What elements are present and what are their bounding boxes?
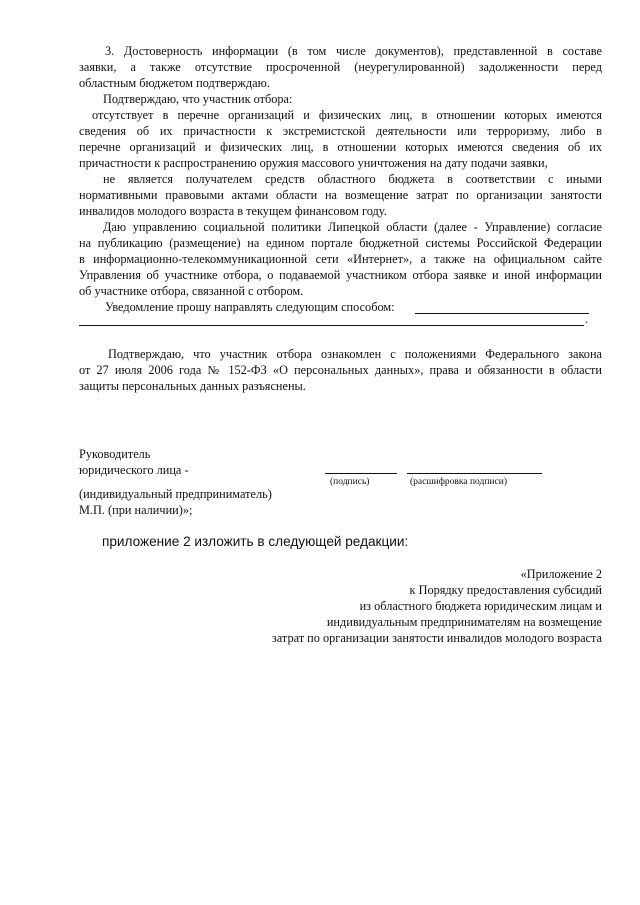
pd-line3: защиты персональных данных разъяснены. [79, 379, 306, 393]
appendix-line1: «Приложение 2 [520, 567, 602, 581]
signature-decode-line [407, 473, 542, 474]
para3-line2: заявки, а также отсутствие просроченной (неурегулированной) задолженности перед [79, 60, 602, 74]
item2-line2: нормативными правовыми актами области на возмещение затрат по организации занятости [79, 188, 602, 202]
item1-line4: причастности к распространению оружия массового уничтожения на дату подачи заявки, [79, 156, 548, 170]
item2-line3: инвалидов молодого возраста в текущем финансовом году. [79, 204, 387, 218]
pd-line1: Подтверждаю, что участник отбора ознакомлен с положениями Федерального закона [108, 347, 602, 361]
confirm-heading: Подтверждаю, что участник отбора: [103, 92, 293, 106]
notify-end: . [585, 312, 589, 326]
appendix-line3: из областного бюджета юридическим лицам и [359, 599, 602, 613]
appendix-line2: к Порядку предоставления субсидий [409, 583, 602, 597]
consent-line2: на публикацию (размещение) на едином портале бюджетной системы Российской Федерации [79, 236, 602, 250]
para3-line1: 3. Достоверность информации (в том числе документов), представленной в составе [105, 44, 602, 58]
amend-text: приложение 2 изложить в следующей редакции: [102, 534, 409, 549]
notify-label: Уведомление прошу направлять следующим способом: [105, 300, 395, 314]
item2-line1: не является получателем средств областного бюджета в соответствии с иными [103, 172, 602, 186]
signature-decode-caption: (расшифровка подписи) [410, 477, 507, 487]
appendix-line5: затрат по организации занятости инвалидов молодого возраста [271, 631, 602, 645]
signature-ip-line: (индивидуальный предприниматель) [79, 487, 272, 501]
item1-line1: отсутствует в перечне организаций и физических лиц, в отношении которых имеются [92, 108, 602, 122]
signature-head-line1: Руководитель [79, 447, 151, 461]
item1-line3: перечне организаций и физических лиц, в отношении которых имеются сведения об их [79, 140, 602, 154]
appendix-line4: индивидуальным предпринимателям на возмещение [326, 615, 602, 629]
item1-line2: сведения об их причастности к экстремистской деятельности или терроризму, либо в [79, 124, 602, 138]
para3-line3: областным бюджетом подтверждаю. [79, 76, 270, 90]
notify-input-line-2 [79, 325, 584, 326]
consent-line3: в информационно-телекоммуникационной сети «Интернет», а также на официальном сайте [79, 252, 602, 266]
notify-input-line-1 [415, 313, 589, 314]
consent-line4: Управления об участнике отбора, о подаваемой участником отбора заявке и иной информации [79, 268, 602, 282]
signature-line [325, 473, 397, 474]
signature-head-line2: юридического лица - [79, 463, 189, 477]
pd-line2: от 27 июля 2006 года № 152-ФЗ «О персональных данных», права и обязанности в области [79, 363, 602, 377]
consent-line5: об участнике отбора, связанной с отбором. [79, 284, 304, 298]
signature-caption: (подпись) [330, 477, 370, 487]
consent-line1: Даю управлению социальной политики Липецкой области (далее - Управление) согласие [103, 220, 602, 234]
signature-stamp-line: М.П. (при наличии)»; [79, 503, 193, 517]
